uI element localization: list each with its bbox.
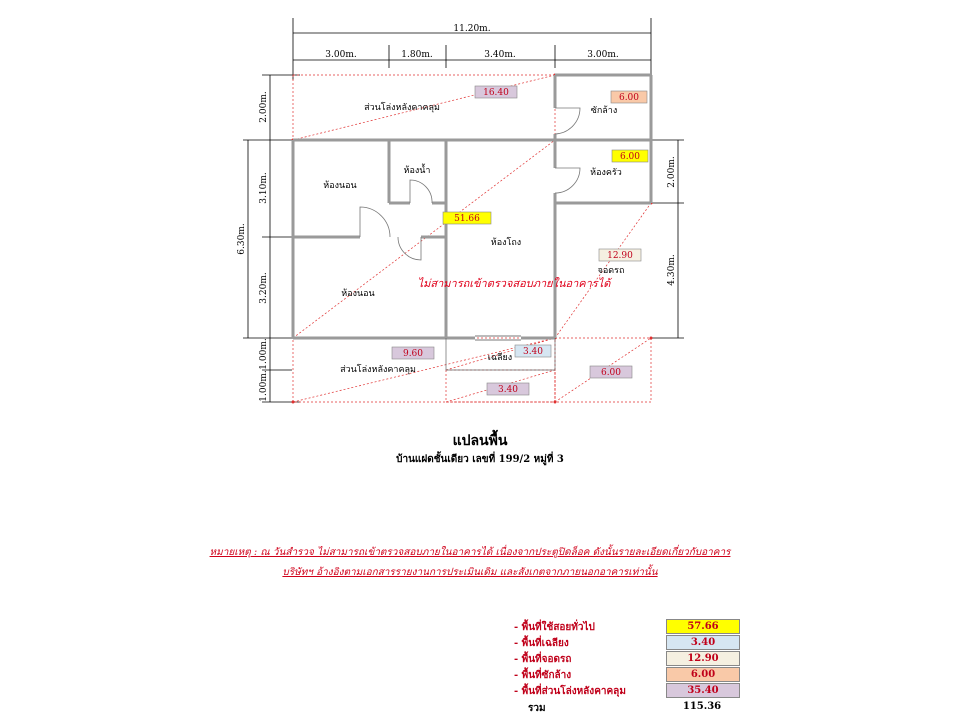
svg-text:6.00: 6.00	[619, 152, 641, 162]
note-line-2: บริษัทฯ อ้างอิงตามเอกสารรายงานการประเมินเดิม และสังเกตจากภายนอกอาคารเท่านั้น	[282, 567, 658, 578]
dim-left-outer: 6.30m.	[237, 223, 247, 255]
svg-text:6.00: 6.00	[600, 368, 622, 378]
svg-text:3.40: 3.40	[497, 385, 519, 395]
plan-subtitle: บ้านแฝดชั้นเดียว เลขที่ 199/2 หมู่ที่ 3	[396, 454, 564, 465]
legend-value-eave: 35.40	[666, 683, 740, 698]
legend-label-general: - พื้นที่ใช้สอยทั่วไป	[514, 622, 595, 633]
legend-label-veranda: - พื้นที่เฉลียง	[514, 638, 569, 649]
area-label-laundry	[611, 91, 647, 103]
svg-text:9.60: 9.60	[402, 349, 424, 359]
area-label-living	[443, 212, 491, 224]
area-label-bottom-strip	[487, 383, 529, 395]
area-label-eave-bottom	[392, 347, 434, 359]
legend-label-parking: - พื้นที่จอดรถ	[514, 654, 572, 665]
svg-text:51.66: 51.66	[454, 214, 480, 224]
room-label-bathroom: ห้องน้ำ	[403, 166, 431, 176]
note-line-1: หมายเหตุ : ณ วันสำรวจ ไม่สามารถเข้าตรวจสอบภายในอาคารได้ เนื่องจากประตูปิดล็อค ดังนั้นรายละเอียดเกี่ยวกับอาคาร	[209, 547, 731, 558]
dim-left-seg-3: 3.20m.	[259, 272, 269, 304]
room-label-eave-bottom: ส่วนโล่งหลังคาคลุม	[340, 365, 416, 375]
svg-text:12.90: 12.90	[607, 251, 633, 261]
legend-value-general: 57.66	[666, 619, 740, 634]
svg-text:16.40: 16.40	[483, 88, 509, 98]
left-dimension-lines	[243, 75, 300, 402]
dim-top-seg-4: 3.00m.	[587, 50, 619, 60]
area-label-parking	[599, 249, 641, 261]
room-label-bedroom-2: ห้องนอน	[341, 289, 375, 299]
legend-total-label: รวม	[528, 703, 546, 714]
room-label-bedroom-1: ห้องนอน	[323, 181, 357, 191]
dim-left-seg-2: 3.10m.	[259, 172, 269, 204]
door-swings	[360, 108, 580, 260]
room-label-living: ห้องโถง	[490, 238, 522, 248]
legend-value-veranda: 3.40	[666, 635, 740, 650]
svg-text:6.00: 6.00	[618, 93, 640, 103]
dim-top-seg-2: 1.80m.	[401, 50, 433, 60]
svg-text:3.40: 3.40	[522, 347, 544, 357]
room-label-parking: จอดรถ	[597, 266, 625, 276]
legend-label-laundry: - พื้นที่ซักล้าง	[514, 670, 572, 681]
room-label-kitchen: ห้องครัว	[590, 168, 622, 178]
dim-left-seg-5: 1.00m.	[259, 370, 269, 402]
room-label-eave-top: ส่วนโล่งหลังคาคลุม	[364, 103, 440, 113]
dim-left-seg-1: 2.00m.	[259, 91, 269, 123]
dim-right-seg-1: 2.00m.	[667, 156, 677, 188]
room-label-veranda: เฉลียง	[487, 353, 513, 363]
area-label-veranda	[515, 345, 551, 357]
legend-total-value: 115.36	[682, 701, 722, 712]
dim-top-total: 11.20m.	[453, 24, 491, 34]
room-label-laundry: ซักล้าง	[590, 106, 618, 116]
dim-top-seg-3: 3.40m.	[484, 50, 516, 60]
plan-title: แปลนพื้น	[452, 433, 508, 449]
legend-value-laundry: 6.00	[666, 667, 740, 682]
area-label-kitchen	[612, 150, 648, 162]
legend-value-parking: 12.90	[666, 651, 740, 666]
inspection-warning: ไม่สามารถเข้าตรวจสอบภายในอาคารได้	[417, 277, 611, 290]
dim-top-seg-1: 3.00m.	[325, 50, 357, 60]
dim-left-seg-4: 1.00m.	[259, 338, 269, 370]
area-label-bottom-right	[590, 366, 632, 378]
dim-right-seg-2: 4.30m.	[667, 254, 677, 286]
legend-label-eave: - พื้นที่ส่วนโล่งหลังคาคลุม	[514, 686, 626, 697]
area-label-eave-top	[475, 86, 517, 98]
